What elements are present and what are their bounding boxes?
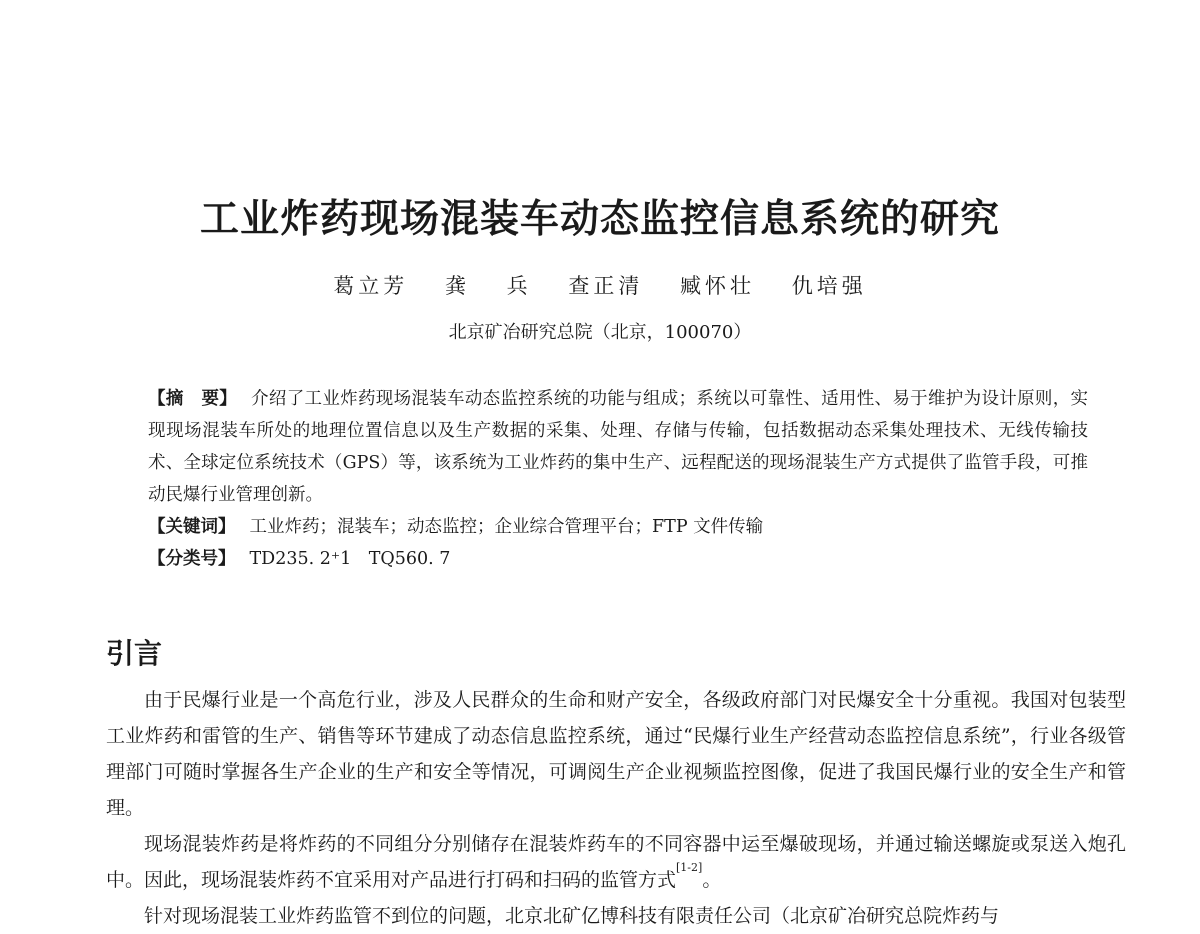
classification-label: 【分类号】 [148,549,236,569]
paragraph-end: 。 [702,869,722,891]
keywords-text: 工业炸药；混装车；动态监控；企业综合管理平台；FTP 文件传输 [249,517,764,537]
keywords-label: 【关键词】 [148,517,236,537]
citation: [1-2] [676,861,703,874]
affiliation: 北京矿冶研究总院（北京，100070） [448,322,752,343]
classification [148,543,1088,575]
author: 臧怀壮 [680,274,756,298]
author: 仇培强 [791,274,867,298]
author: 查正清 [568,274,644,298]
paragraph [106,826,1126,898]
classification-text: TD235. 2⁺1 TQ560. 7 [249,549,451,569]
keywords [148,511,1088,543]
section-heading: 引言 [106,637,163,670]
body-text [106,682,1126,934]
paragraph: 由于民爆行业是一个高危行业，涉及人民群众的生命和财产安全，各级政府部门对民爆安全十分重视。我国对包装型工业炸药和雷管的生产、销售等环节建成了动态信息监控系统，通过“民爆行业生产经营动态监控信息系统”，行业各级管理部门可随时掌握各生产企业的生产和安全等情况，可调阅生产企业视频监控图像，促进了我国民爆行业的安全生产和管理。 [106,689,1126,819]
paper-title: 工业炸药现场混装车动态监控信息系统的研究 [199,197,1000,242]
author: 龚 兵 [444,274,532,298]
abstract-block [148,383,1088,575]
author: 葛立芳 [333,274,409,298]
abstract [148,383,1088,511]
paragraph: 针对现场混装工业炸药监管不到位的问题，北京北矿亿博科技有限责任公司（北京矿冶研究总院炸药与 [144,905,1000,927]
paragraph-text: 现场混装炸药是将炸药的不同组分分别储存在混装炸药车的不同容器中运至爆破现场，并通过输送螺旋或泵送入炮孔中。因此，现场混装炸药不宜采用对产品进行打码和扫码的监管方式 [106,833,1126,891]
author-list [0,270,1200,300]
abstract-text: 介绍了工业炸药现场混装车动态监控系统的功能与组成；系统以可靠性、适用性、易于维护为设计原则，实现现场混装车所处的地理位置信息以及生产数据的采集、处理、存储与传输，包括数据动态采集处理技术、无线传输技术、全球定位系统技术（GPS）等，该系统为工业炸药的集中生产、远程配送的现场混装生产方式提供了监管手段，可推动民爆行业管理创新。 [148,389,1089,505]
abstract-label: 【摘 要】 [148,389,238,409]
